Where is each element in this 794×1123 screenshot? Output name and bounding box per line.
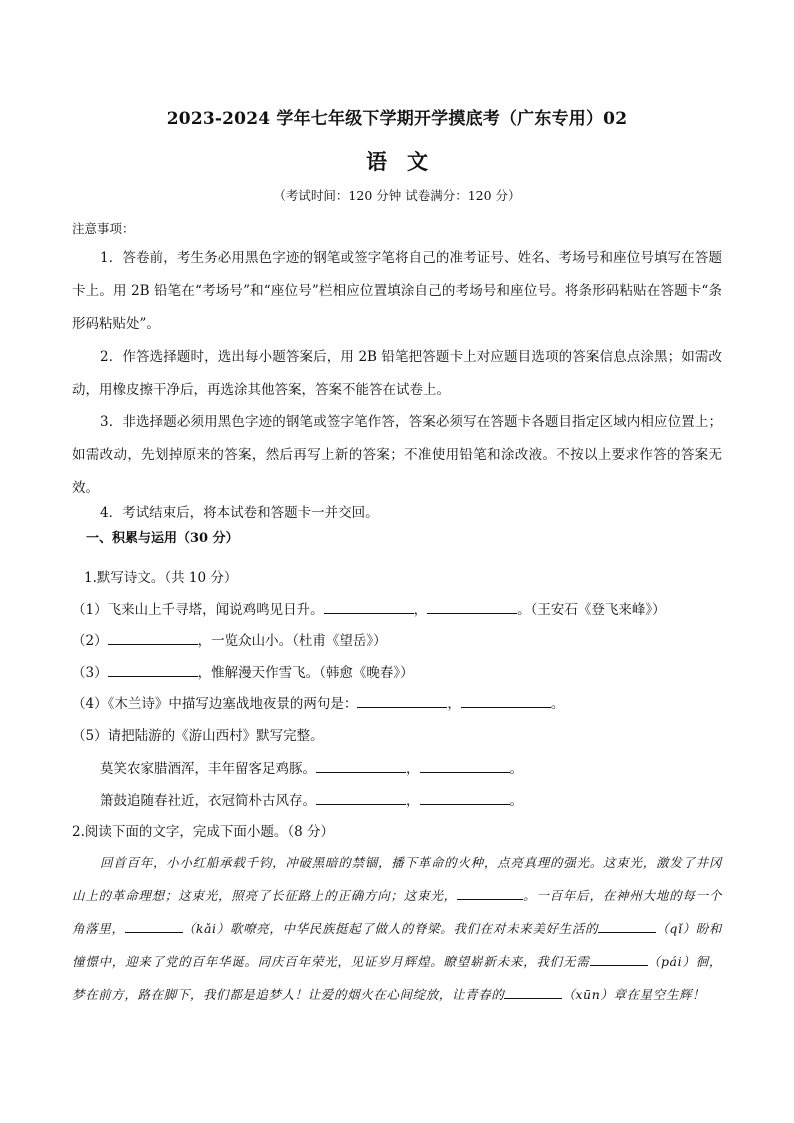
answer-blank[interactable]: [420, 791, 510, 806]
q2-stem: 2.阅读下面的文字，完成下面小题。（8 分）: [72, 824, 335, 840]
q1-part-1: （1）飞来山上千寻塔，闻说鸡鸣见日升。 ， 。（王安石《登飞来峰》）: [72, 598, 666, 618]
answer-blank[interactable]: [357, 694, 447, 709]
page-title: 2023-2024 学年七年级下学期开学摸底考（广东专用）02: [166, 109, 628, 129]
answer-blank[interactable]: [420, 759, 510, 774]
subject-title: 语文: [366, 149, 448, 174]
notice-item-3: 3．非选择题必须用黑色字迹的钢笔或签字笔作答，答案必须写在答题卡各题目指定区域内相应位置上；如需改动，先划掉原来的答案，然后再写上新的答案；不准使用铅笔和涂改液。不按以上要求作答的答案无效。: [72, 414, 722, 496]
q1-part-5-line-2: 箫鼓追随春社近，衣冠简朴古风存。 ， 。: [100, 789, 523, 809]
answer-blank[interactable]: [125, 920, 183, 934]
q1-part-3: （3） ，惟解漫天作雪飞。（韩愈《晚春》）: [72, 661, 414, 681]
q1-part-4: （4）《木兰诗》中描写边塞战地夜景的两句是： ， 。: [72, 692, 564, 712]
answer-blank[interactable]: [108, 631, 198, 646]
answer-blank[interactable]: [504, 986, 562, 1000]
notice-item-1: 1．答卷前，考生务必用黑色字迹的钢笔或签字笔将自己的准考证号、姓名、考场号和座位号填写在答题卡上。用 2B 铅笔在“考场号”和“座位号”栏相应位置填涂自己的考场号和座位号。将条形码粘贴在答题卡“条形码粘贴处”。: [72, 250, 722, 332]
answer-blank[interactable]: [324, 600, 414, 615]
answer-blank[interactable]: [108, 663, 198, 678]
answer-blank[interactable]: [427, 600, 517, 615]
exam-info: （考试时间：120 分钟 试卷满分：120 分）: [273, 188, 521, 203]
q1-part-2: （2） ，一览众山小。（杜甫《望岳》）: [72, 629, 387, 649]
answer-blank[interactable]: [598, 920, 656, 934]
q2-passage: 回首百年，小小红船承载千钧，冲破黑暗的禁锢，播下革命的火种，点亮真理的强光。这束光，激发了井冈山上的革命理想；这束光，照亮了长征路上的正确方向；这束光， 。一百年后，在神州大地的每一个角落里， （kǎi）歌嘹亮，中华民族挺起了做人的脊梁。我们在对未来美好生活的 （qǐ）盼和憧憬中，迎来了党的百年华诞。同庆百年荣光，见证岁月辉煌。瞭望崭新未来，我们无需 （pái）徊，梦在前方，路在脚下，我们都是追梦人！让爱的烟火在心间绽放，让青春的 （xūn）章在星空生辉！: [72, 855, 723, 1002]
answer-blank[interactable]: [316, 791, 406, 806]
answer-blank[interactable]: [316, 759, 406, 774]
q1-part-5: （5）请把陆游的《游山西村》默写完整。: [72, 728, 324, 744]
q1-stem: 1.默写诗文。（共 10 分）: [84, 570, 238, 586]
notice-item-4: 4．考试结束后，将本试卷和答题卡一并交回。: [100, 505, 379, 521]
notice-item-2: 2．作答选择题时，选出每小题答案后，用 2B 铅笔把答题卡上对应题目选项的答案信息点涂黑；如需改动，用橡皮擦干净后，再选涂其他答案，答案不能答在试卷上。: [72, 349, 722, 398]
answer-blank[interactable]: [461, 694, 551, 709]
answer-blank[interactable]: [457, 887, 523, 901]
answer-blank[interactable]: [590, 953, 648, 967]
notice-heading: 注意事项：: [72, 221, 135, 236]
q1-part-5-line-1: 莫笑农家腊酒浑，丰年留客足鸡豚。 ， 。: [100, 757, 523, 777]
section-1-heading: 一、积累与运用（30 分）: [86, 531, 239, 546]
